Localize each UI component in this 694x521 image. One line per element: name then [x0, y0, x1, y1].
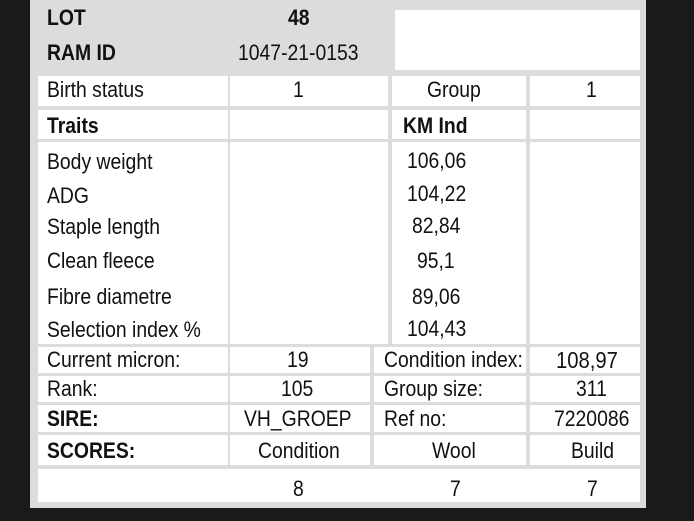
- trait-name-adg: ADG: [47, 183, 89, 208]
- traits-col2-header-cell: [230, 110, 388, 139]
- ref-no-value: 7220086: [554, 406, 630, 431]
- scores-build-value: 7: [587, 476, 598, 501]
- condition-index-value: 108,97: [556, 347, 618, 373]
- birth-status-value-cell: [230, 76, 388, 106]
- rank-label: Rank:: [47, 376, 98, 401]
- ref-no-label: Ref no:: [384, 406, 447, 431]
- trait-name-clean-fleece: Clean fleece: [47, 248, 155, 273]
- km-ind-column-label: KM Ind: [403, 113, 468, 138]
- trait-value-adg: 104,22: [407, 181, 467, 206]
- scores-label: SCORES:: [47, 438, 136, 463]
- scores-wool-label: Wool: [432, 438, 476, 463]
- sire-value: VH_GROEP: [244, 406, 352, 431]
- sire-label: SIRE:: [47, 406, 99, 431]
- scores-values-row: [38, 469, 640, 502]
- scores-condition-label: Condition: [258, 438, 340, 463]
- lot-value: 48: [288, 5, 310, 30]
- ram-id-label: RAM ID: [47, 40, 116, 65]
- ram-id-value: 1047-21-0153: [238, 40, 359, 65]
- trait-name-body-weight: Body weight: [47, 149, 153, 174]
- rank-value: 105: [281, 376, 314, 401]
- trait-name-staple-length: Staple length: [47, 214, 161, 239]
- trait-value-staple-length: 82,84: [412, 213, 461, 238]
- ram-record-card: [30, 0, 646, 508]
- scores-wool-value: 7: [450, 476, 461, 501]
- group-value: 1: [586, 77, 597, 102]
- trait-value-fibre-diametre: 89,06: [412, 284, 461, 309]
- current-micron-label: Current micron:: [47, 347, 181, 372]
- scores-condition-value: 8: [293, 476, 304, 501]
- trait-name-fibre-diametre: Fibre diametre: [47, 284, 172, 309]
- lot-label: LOT: [47, 5, 86, 30]
- group-value-cell: [530, 76, 640, 106]
- traits-heading: Traits: [47, 113, 99, 138]
- traits-col4-cell: [530, 142, 640, 344]
- birth-status-label: Birth status: [47, 77, 144, 102]
- scores-build-label: Build: [571, 438, 615, 463]
- trait-name-selection-index: Selection index %: [47, 317, 201, 342]
- trait-value-selection-index: 104,43: [407, 316, 467, 341]
- birth-status-value: 1: [293, 77, 304, 102]
- trait-value-clean-fleece: 95,1: [417, 248, 455, 273]
- trait-value-body-weight: 106,06: [407, 148, 467, 173]
- current-micron-value: 19: [287, 347, 309, 372]
- traits-col2-cell: [230, 142, 388, 344]
- group-size-value: 311: [576, 376, 607, 401]
- condition-index-label: Condition index:: [384, 347, 523, 372]
- group-size-label: Group size:: [384, 376, 483, 401]
- group-label: Group: [427, 77, 481, 102]
- header-blank-box: [395, 10, 640, 70]
- traits-col4-header-cell: [530, 110, 640, 139]
